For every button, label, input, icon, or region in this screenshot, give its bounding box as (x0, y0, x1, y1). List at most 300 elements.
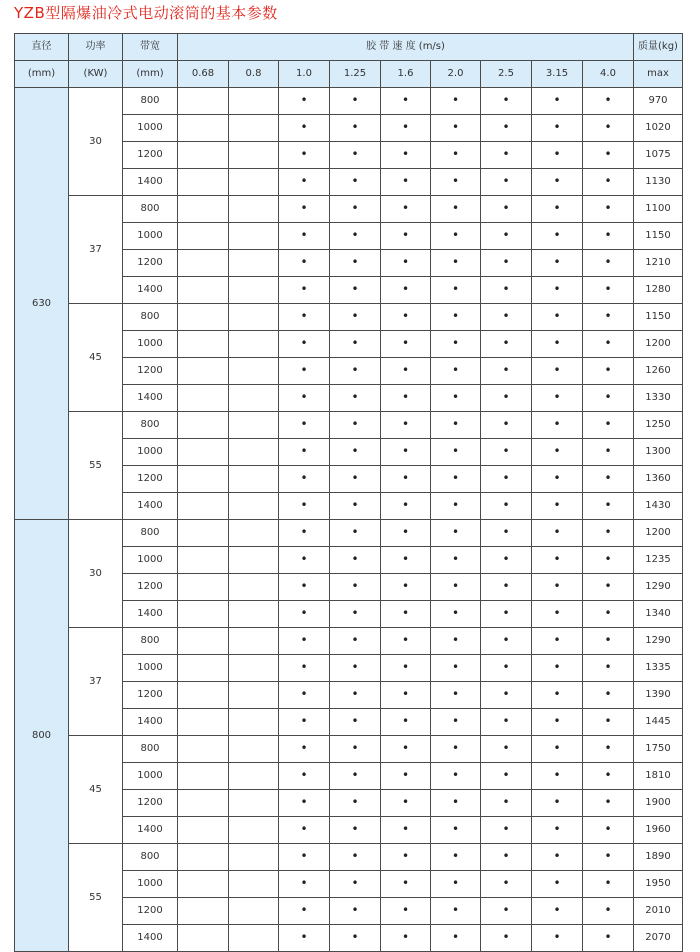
available-dot: • (604, 470, 612, 485)
speed-cell-3 (330, 385, 381, 412)
speed-cell-8 (583, 412, 634, 439)
available-dot: • (351, 929, 359, 944)
speed-cell-0 (178, 790, 229, 817)
speed-cell-2 (279, 547, 330, 574)
speed-cell-8 (583, 628, 634, 655)
speed-cell-3 (330, 331, 381, 358)
speed-cell-8 (583, 250, 634, 277)
width-cell: 1000 (123, 763, 178, 790)
speed-cell-8 (583, 223, 634, 250)
available-dot: • (502, 524, 510, 539)
speed-cell-2 (279, 817, 330, 844)
speed-cell-1 (229, 466, 279, 493)
available-dot: • (300, 821, 308, 836)
available-dot: • (604, 173, 612, 188)
speed-cell-6 (481, 601, 532, 628)
speed-cell-8 (583, 169, 634, 196)
available-dot: • (553, 578, 561, 593)
speed-cell-5 (431, 331, 481, 358)
mass-cell: 1890 (634, 844, 683, 871)
available-dot: • (502, 281, 510, 296)
available-dot: • (401, 578, 410, 593)
available-dot: • (401, 929, 410, 944)
speed-cell-5 (431, 493, 481, 520)
available-dot: • (451, 308, 460, 323)
speed-cell-7 (532, 439, 583, 466)
speed-cell-4 (381, 898, 431, 925)
speed-cell-2 (279, 898, 330, 925)
available-dot: • (502, 173, 510, 188)
table-row (15, 196, 683, 223)
speed-cell-1 (229, 196, 279, 223)
diameter-unit: (mm) (15, 61, 69, 88)
speed-header-1: 0.8 (229, 61, 279, 88)
speed-cell-6 (481, 169, 532, 196)
speed-cell-1 (229, 169, 279, 196)
speed-cell-3 (330, 682, 381, 709)
available-dot: • (300, 443, 308, 458)
speed-cell-2 (279, 358, 330, 385)
speed-cell-7 (532, 817, 583, 844)
speed-cell-2 (279, 88, 330, 115)
available-dot: • (300, 335, 308, 350)
available-dot: • (401, 92, 410, 107)
speed-cell-6 (481, 223, 532, 250)
mass-cell: 2010 (634, 898, 683, 925)
available-dot: • (351, 416, 359, 431)
speed-cell-4 (381, 736, 431, 763)
speed-cell-7 (532, 358, 583, 385)
available-dot: • (502, 389, 510, 404)
width-cell: 1200 (123, 898, 178, 925)
speed-cell-5 (431, 601, 481, 628)
available-dot: • (553, 794, 561, 809)
speed-cell-4 (381, 385, 431, 412)
available-dot: • (401, 713, 410, 728)
speed-cell-8 (583, 871, 634, 898)
speed-cell-8 (583, 682, 634, 709)
available-dot: • (553, 632, 561, 647)
speed-cell-7 (532, 115, 583, 142)
width-cell: 1200 (123, 466, 178, 493)
width-cell: 1000 (123, 547, 178, 574)
available-dot: • (451, 848, 460, 863)
speed-cell-1 (229, 682, 279, 709)
speed-cell-7 (532, 682, 583, 709)
speed-cell-6 (481, 520, 532, 547)
speed-cell-6 (481, 250, 532, 277)
available-dot: • (604, 92, 612, 107)
available-dot: • (604, 686, 612, 701)
speed-cell-6 (481, 709, 532, 736)
available-dot: • (351, 227, 359, 242)
width-cell: 1000 (123, 115, 178, 142)
speed-header-2: 1.0 (279, 61, 330, 88)
speed-cell-5 (431, 925, 481, 952)
width-cell: 800 (123, 304, 178, 331)
available-dot: • (502, 227, 510, 242)
speed-cell-1 (229, 358, 279, 385)
available-dot: • (553, 443, 561, 458)
available-dot: • (351, 551, 359, 566)
available-dot: • (502, 578, 510, 593)
available-dot: • (300, 848, 308, 863)
available-dot: • (553, 821, 561, 836)
speed-cell-6 (481, 763, 532, 790)
available-dot: • (604, 524, 612, 539)
speed-cell-3 (330, 763, 381, 790)
speed-cell-2 (279, 628, 330, 655)
available-dot: • (502, 470, 510, 485)
available-dot: • (604, 200, 612, 215)
available-dot: • (451, 389, 460, 404)
speed-cell-0 (178, 250, 229, 277)
speed-cell-4 (381, 88, 431, 115)
speed-cell-7 (532, 520, 583, 547)
power-cell: 30 (69, 88, 123, 196)
speed-cell-1 (229, 574, 279, 601)
available-dot: • (604, 551, 612, 566)
available-dot: • (553, 92, 561, 107)
available-dot: • (351, 794, 359, 809)
speed-cell-5 (431, 277, 481, 304)
available-dot: • (300, 551, 308, 566)
speed-cell-0 (178, 655, 229, 682)
speed-cell-7 (532, 925, 583, 952)
speed-cell-3 (330, 574, 381, 601)
available-dot: • (502, 497, 510, 512)
speed-cell-1 (229, 115, 279, 142)
available-dot: • (553, 335, 561, 350)
available-dot: • (604, 848, 612, 863)
speed-cell-5 (431, 709, 481, 736)
speed-cell-5 (431, 385, 481, 412)
mass-unit: max (634, 61, 683, 88)
available-dot: • (451, 254, 460, 269)
speed-cell-1 (229, 547, 279, 574)
available-dot: • (351, 740, 359, 755)
available-dot: • (502, 875, 510, 890)
speed-cell-5 (431, 412, 481, 439)
table-row (15, 628, 683, 655)
available-dot: • (351, 443, 359, 458)
speed-cell-2 (279, 601, 330, 628)
speed-cell-0 (178, 493, 229, 520)
available-dot: • (502, 767, 510, 782)
mass-cell: 1360 (634, 466, 683, 493)
available-dot: • (351, 308, 359, 323)
available-dot: • (553, 308, 561, 323)
speed-cell-1 (229, 412, 279, 439)
available-dot: • (401, 686, 410, 701)
speed-cell-7 (532, 223, 583, 250)
speed-cell-8 (583, 790, 634, 817)
available-dot: • (351, 281, 359, 296)
available-dot: • (300, 470, 308, 485)
available-dot: • (553, 551, 561, 566)
speed-cell-4 (381, 466, 431, 493)
speed-cell-5 (431, 655, 481, 682)
available-dot: • (351, 335, 359, 350)
mass-cell: 1330 (634, 385, 683, 412)
speed-cell-5 (431, 763, 481, 790)
available-dot: • (351, 119, 359, 134)
available-dot: • (451, 281, 460, 296)
speed-cell-1 (229, 817, 279, 844)
width-cell: 1400 (123, 601, 178, 628)
speed-group-header: 胶 带 速 度 (m/s) (178, 34, 634, 61)
available-dot: • (553, 713, 561, 728)
available-dot: • (401, 389, 410, 404)
speed-cell-5 (431, 169, 481, 196)
available-dot: • (351, 578, 359, 593)
speed-cell-4 (381, 601, 431, 628)
speed-cell-1 (229, 304, 279, 331)
speed-cell-4 (381, 115, 431, 142)
width-cell: 1000 (123, 331, 178, 358)
speed-cell-2 (279, 223, 330, 250)
speed-cell-4 (381, 520, 431, 547)
available-dot: • (553, 524, 561, 539)
speed-cell-5 (431, 871, 481, 898)
width-cell: 1400 (123, 385, 178, 412)
available-dot: • (451, 335, 460, 350)
speed-cell-4 (381, 169, 431, 196)
speed-cell-2 (279, 574, 330, 601)
available-dot: • (502, 443, 510, 458)
width-cell: 800 (123, 196, 178, 223)
mass-cell: 2070 (634, 925, 683, 952)
width-unit: (mm) (123, 61, 178, 88)
speed-cell-8 (583, 358, 634, 385)
speed-cell-0 (178, 817, 229, 844)
table-row (15, 844, 683, 871)
width-cell: 1400 (123, 169, 178, 196)
speed-cell-5 (431, 736, 481, 763)
available-dot: • (401, 875, 410, 890)
available-dot: • (401, 281, 410, 296)
speed-cell-2 (279, 385, 330, 412)
speed-cell-0 (178, 709, 229, 736)
available-dot: • (300, 659, 308, 674)
available-dot: • (604, 929, 612, 944)
power-cell: 55 (69, 412, 123, 520)
mass-cell: 1235 (634, 547, 683, 574)
speed-cell-0 (178, 601, 229, 628)
available-dot: • (451, 902, 460, 917)
speed-cell-2 (279, 925, 330, 952)
available-dot: • (451, 605, 460, 620)
speed-cell-1 (229, 277, 279, 304)
speed-cell-7 (532, 655, 583, 682)
speed-cell-3 (330, 304, 381, 331)
speed-cell-2 (279, 169, 330, 196)
speed-cell-8 (583, 304, 634, 331)
available-dot: • (451, 713, 460, 728)
speed-cell-6 (481, 88, 532, 115)
speed-cell-4 (381, 358, 431, 385)
available-dot: • (553, 146, 561, 161)
speed-cell-0 (178, 628, 229, 655)
diameter-cell: 800 (15, 520, 69, 952)
speed-cell-0 (178, 898, 229, 925)
speed-cell-6 (481, 331, 532, 358)
speed-cell-0 (178, 466, 229, 493)
speed-cell-6 (481, 655, 532, 682)
speed-cell-3 (330, 169, 381, 196)
speed-cell-8 (583, 925, 634, 952)
available-dot: • (351, 902, 359, 917)
power-unit: (KW) (69, 61, 123, 88)
mass-cell: 1900 (634, 790, 683, 817)
available-dot: • (300, 578, 308, 593)
speed-cell-5 (431, 628, 481, 655)
available-dot: • (604, 875, 612, 890)
speed-cell-2 (279, 763, 330, 790)
speed-cell-8 (583, 142, 634, 169)
power-cell: 45 (69, 736, 123, 844)
speed-cell-5 (431, 790, 481, 817)
width-cell: 800 (123, 736, 178, 763)
speed-cell-3 (330, 520, 381, 547)
mass-cell: 1300 (634, 439, 683, 466)
mass-cell: 1290 (634, 574, 683, 601)
available-dot: • (351, 821, 359, 836)
speed-cell-6 (481, 817, 532, 844)
speed-cell-1 (229, 250, 279, 277)
available-dot: • (604, 767, 612, 782)
available-dot: • (351, 686, 359, 701)
available-dot: • (604, 902, 612, 917)
speed-cell-0 (178, 169, 229, 196)
available-dot: • (502, 821, 510, 836)
width-cell: 1000 (123, 439, 178, 466)
speed-cell-6 (481, 628, 532, 655)
speed-cell-8 (583, 331, 634, 358)
speed-cell-5 (431, 898, 481, 925)
speed-cell-3 (330, 844, 381, 871)
available-dot: • (553, 389, 561, 404)
speed-cell-8 (583, 817, 634, 844)
speed-cell-8 (583, 520, 634, 547)
available-dot: • (451, 227, 460, 242)
mass-cell: 1130 (634, 169, 683, 196)
speed-cell-7 (532, 844, 583, 871)
speed-cell-3 (330, 88, 381, 115)
available-dot: • (351, 92, 359, 107)
speed-cell-7 (532, 628, 583, 655)
available-dot: • (451, 740, 460, 755)
available-dot: • (451, 659, 460, 674)
speed-cell-0 (178, 277, 229, 304)
available-dot: • (604, 416, 612, 431)
speed-cell-0 (178, 223, 229, 250)
available-dot: • (351, 173, 359, 188)
available-dot: • (351, 632, 359, 647)
speed-cell-1 (229, 439, 279, 466)
speed-header-8: 4.0 (583, 61, 634, 88)
available-dot: • (451, 632, 460, 647)
available-dot: • (502, 362, 510, 377)
speed-cell-5 (431, 574, 481, 601)
speed-cell-7 (532, 790, 583, 817)
available-dot: • (300, 794, 308, 809)
width-cell: 1200 (123, 142, 178, 169)
speed-cell-2 (279, 466, 330, 493)
power-cell: 37 (69, 196, 123, 304)
width-cell: 1200 (123, 790, 178, 817)
speed-cell-1 (229, 88, 279, 115)
available-dot: • (502, 794, 510, 809)
speed-cell-5 (431, 844, 481, 871)
speed-header-6: 2.5 (481, 61, 532, 88)
available-dot: • (300, 875, 308, 890)
available-dot: • (553, 119, 561, 134)
speed-cell-6 (481, 196, 532, 223)
speed-cell-6 (481, 412, 532, 439)
mass-cell: 1960 (634, 817, 683, 844)
available-dot: • (553, 416, 561, 431)
mass-cell: 1290 (634, 628, 683, 655)
speed-cell-7 (532, 574, 583, 601)
speed-cell-8 (583, 655, 634, 682)
speed-cell-3 (330, 115, 381, 142)
speed-cell-7 (532, 304, 583, 331)
speed-cell-0 (178, 736, 229, 763)
available-dot: • (604, 605, 612, 620)
available-dot: • (401, 416, 410, 431)
width-cell: 1200 (123, 358, 178, 385)
available-dot: • (451, 470, 460, 485)
available-dot: • (351, 713, 359, 728)
speed-cell-4 (381, 547, 431, 574)
power-cell: 55 (69, 844, 123, 952)
speed-cell-2 (279, 115, 330, 142)
available-dot: • (300, 119, 308, 134)
available-dot: • (553, 686, 561, 701)
available-dot: • (604, 119, 612, 134)
available-dot: • (351, 659, 359, 674)
speed-cell-0 (178, 439, 229, 466)
mass-cell: 1340 (634, 601, 683, 628)
width-cell: 800 (123, 844, 178, 871)
speed-cell-8 (583, 898, 634, 925)
speed-cell-0 (178, 115, 229, 142)
available-dot: • (553, 200, 561, 215)
available-dot: • (553, 929, 561, 944)
speed-header-5: 2.0 (431, 61, 481, 88)
available-dot: • (401, 443, 410, 458)
available-dot: • (300, 362, 308, 377)
speed-cell-4 (381, 871, 431, 898)
available-dot: • (604, 227, 612, 242)
available-dot: • (451, 578, 460, 593)
speed-cell-2 (279, 709, 330, 736)
available-dot: • (502, 551, 510, 566)
speed-cell-6 (481, 925, 532, 952)
available-dot: • (300, 146, 308, 161)
available-dot: • (604, 308, 612, 323)
speed-cell-5 (431, 466, 481, 493)
available-dot: • (300, 173, 308, 188)
table-row (15, 736, 683, 763)
available-dot: • (604, 632, 612, 647)
available-dot: • (604, 794, 612, 809)
speed-cell-7 (532, 871, 583, 898)
available-dot: • (553, 740, 561, 755)
speed-cell-1 (229, 790, 279, 817)
speed-cell-7 (532, 601, 583, 628)
